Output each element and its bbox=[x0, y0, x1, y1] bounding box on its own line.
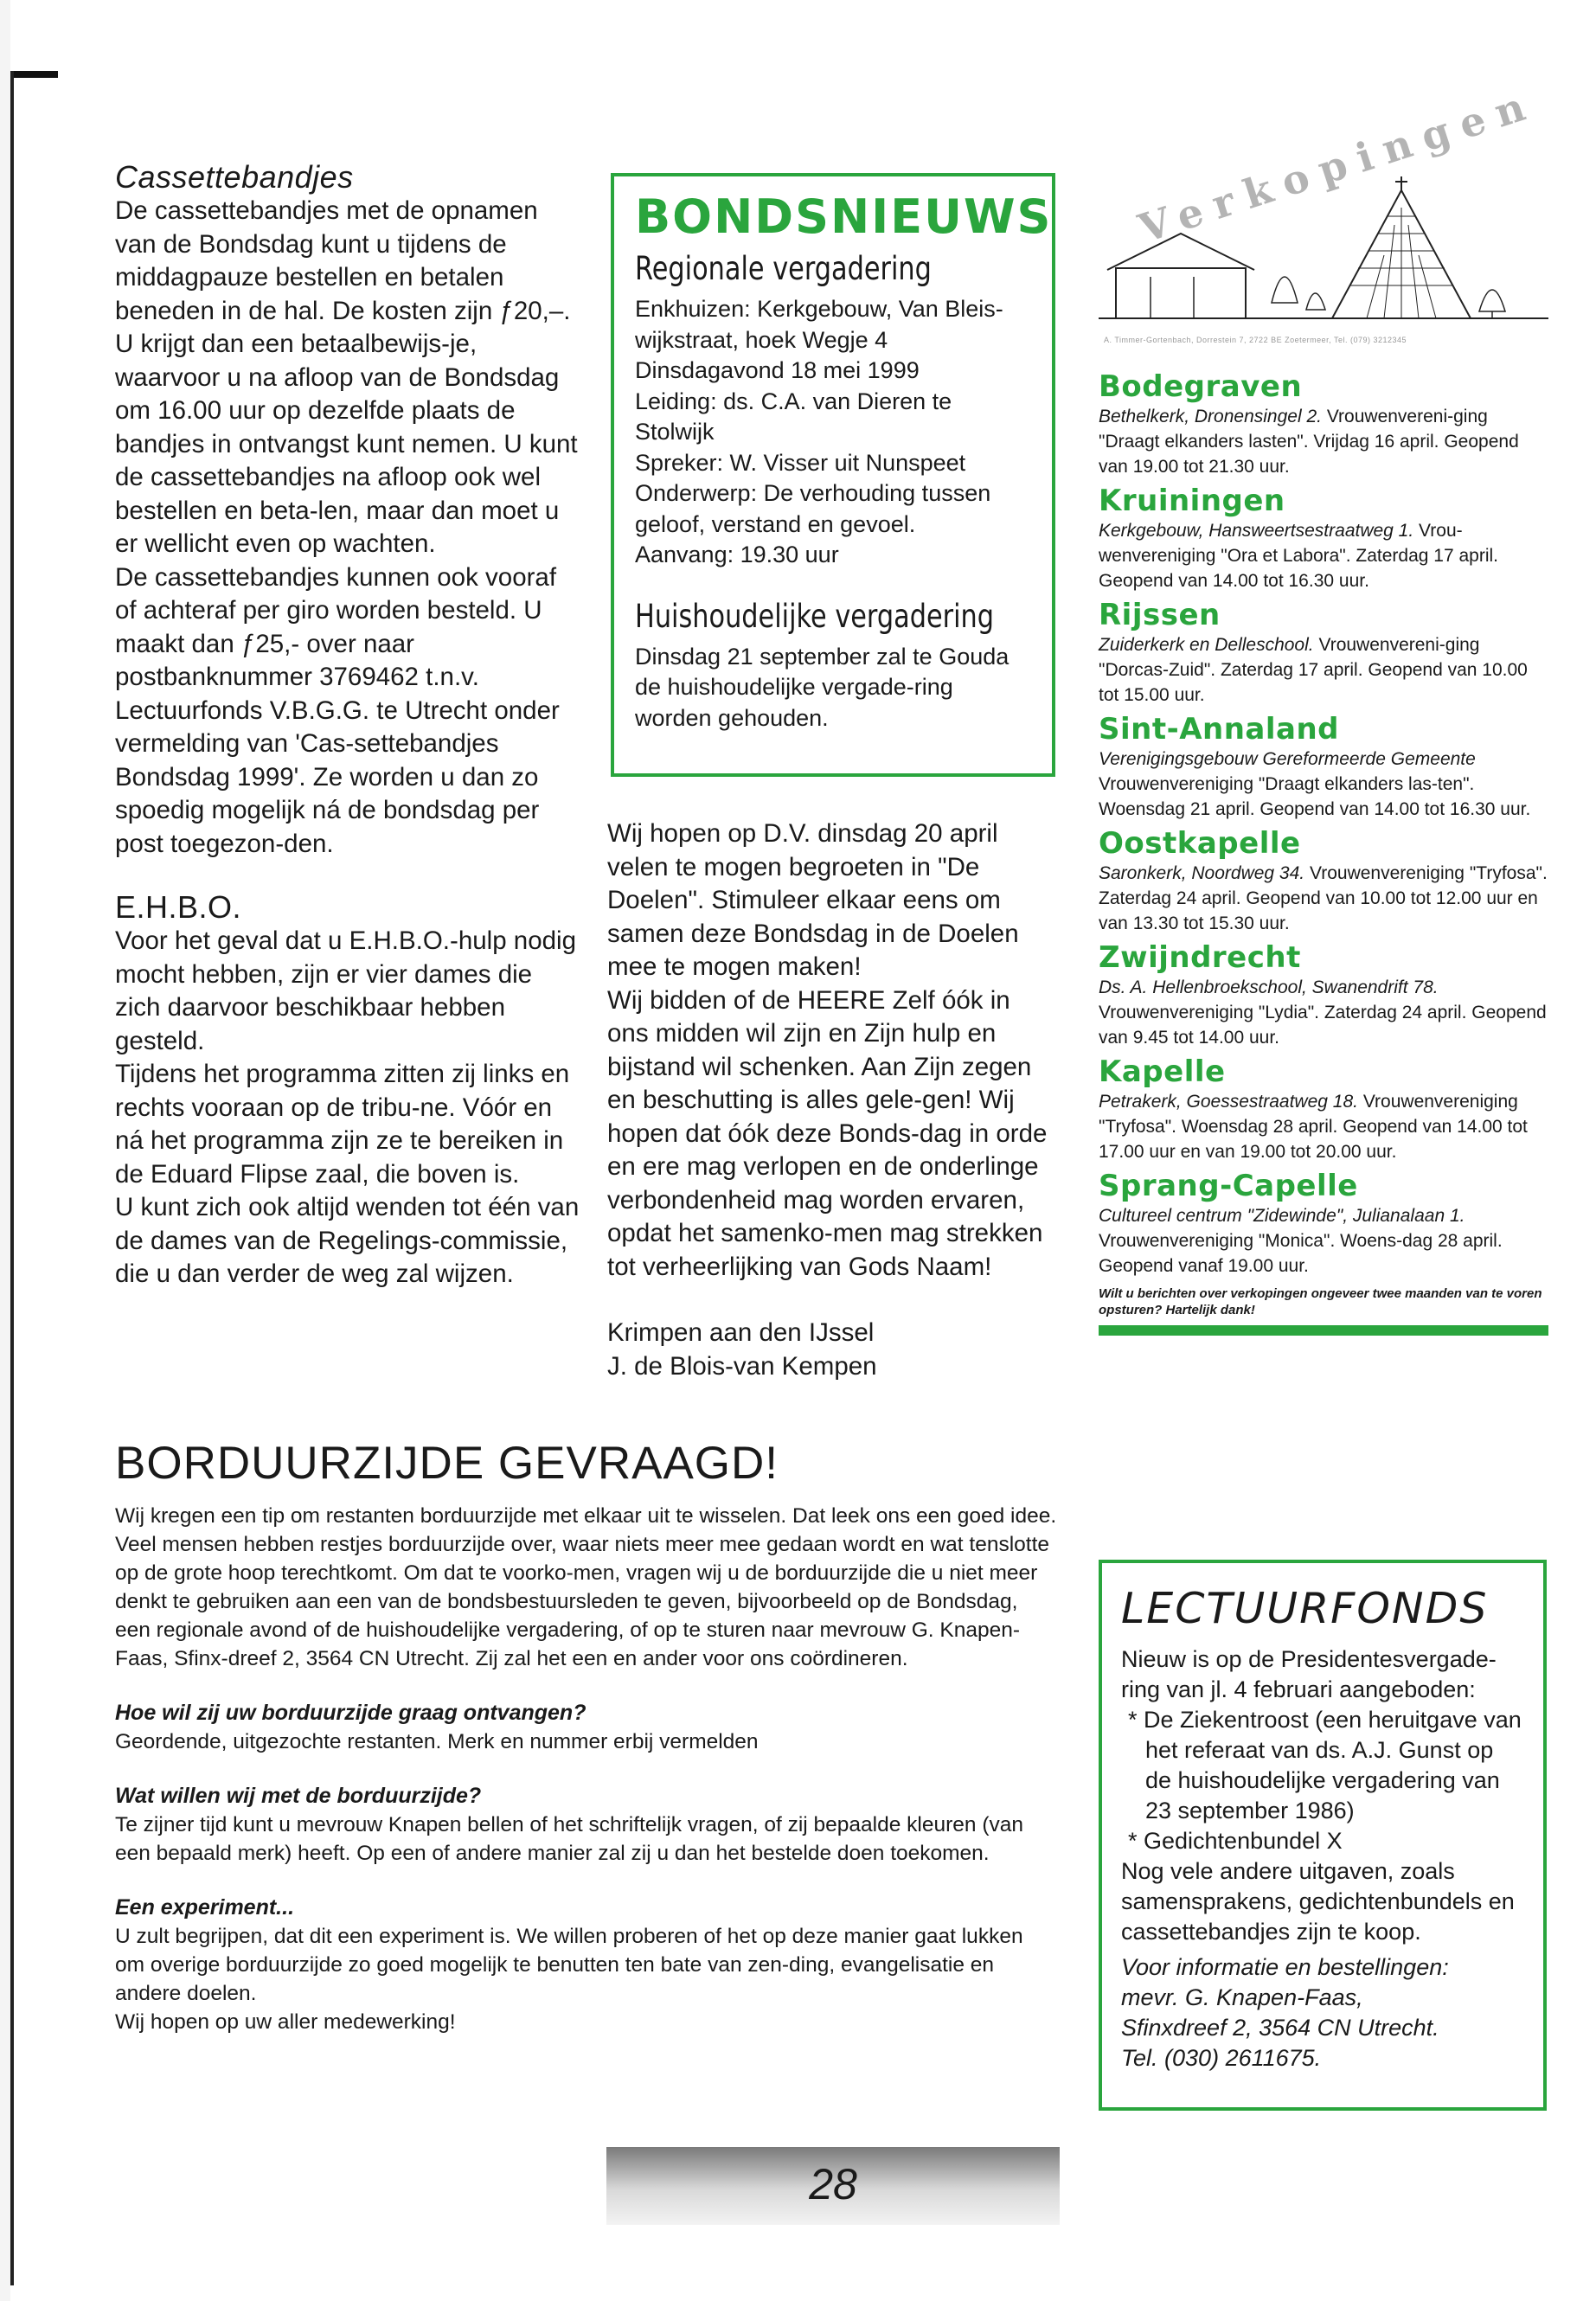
regional-line: Enkhuizen: Kerkgebouw, Van Bleis-wijkstraat, hoek Wegje 4 bbox=[635, 296, 1003, 353]
lectuurfonds-intro: Nieuw is op de Presidentesvergade-ring van jl. 4 februari aangeboden: bbox=[1121, 1646, 1497, 1702]
sale-place: Sint-Annaland bbox=[1099, 712, 1340, 747]
ehbo-paragraph-3: U kunt zich ook altijd wenden tot één van de dames van de Regelings-commissie, die u dan verder de weg zal wijzen. bbox=[115, 1193, 580, 1288]
lectuurfonds-info-line: Sfinxdreef 2, 3564 CN Utrecht. bbox=[1121, 2015, 1439, 2041]
sale-details: Kerkgebouw, Hansweertsestraatweg 1. Vrou-wenvereniging "Ora et Labora". Zaterdag 17 april. Geopend van 14.00 tot 16.30 uur. bbox=[1099, 521, 1499, 591]
borduurzijde-intro: Wij kregen een tip om restanten borduurzijde met elkaar uit te wisselen. Dat leek ons een goed idee. Veel mensen hebben restjes borduurzijde over, waar niets meer mee gedaan wordt en wat tenslotte op de grote hoop terechtkomt. Om dat te voorko-men, vragen wij u de borduurzijde die u niet meer denkt te gebruiken aan een van de bondsbestuursleden te geven, bijvoorbeeld op de Bondsdag, een regionale avond of de huishoudelijke vergadering, of op te sturen naar mevrouw G. Knapen-Faas, Sfinx-dreef 2, 3564 CN Utrecht. Zij zal het een en ander voor ons coördineren. bbox=[115, 1504, 1057, 1670]
sale-place: Rijssen bbox=[1099, 598, 1221, 632]
lectuurfonds-title: LECTUURFONDS bbox=[1121, 1584, 1489, 1633]
cassette-paragraph-2: De cassettebandjes kunnen ook vooraf of achteraf per giro worden besteld. U maakt dan ƒ25,- over naar postbanknummer 3769462 t.n.v. Lectuurfonds V.B.G.G. te Utrecht onder vermelding van 'Cas-settebandjes Bondsdag 1999'. Ze worden u dan zo spoedig mogelijk ná de bondsdag per post toegezon-den. bbox=[115, 562, 560, 858]
scan-mark bbox=[10, 71, 58, 78]
borduurzijde-question-3: Een experiment... bbox=[115, 1895, 295, 1920]
cassette-paragraph-1: De cassettebandjes met de opnamen van de Bondsdag kunt u tijdens de middagpauze bestellen en betalen beneden in de hal. De kosten zijn ƒ20,–. U krijgt dan een betaalbewijs-je, waarvoor u na afloop van de Bondsdag om 16.00 uur op dezelfde plaats de bandjes in ontvangst kunt nemen. U kunt de cassettebandjes na afloop ook wel bestellen en beta-len, maar dan moet u er wellicht even op wachten. bbox=[115, 196, 578, 558]
sale-place: Kapelle bbox=[1099, 1054, 1226, 1089]
regional-line: Dinsdagavond 18 mei 1999 bbox=[635, 357, 920, 383]
signature-place: Krimpen aan den IJssel bbox=[607, 1318, 875, 1347]
regional-meeting-heading: Regionale vergadering bbox=[635, 250, 932, 287]
left-column bbox=[115, 160, 582, 1292]
list-item: * Gedichtenbundel X bbox=[1128, 1828, 1343, 1854]
borduurzijde-answer-1: Geordende, uitgezochte restanten. Merk en nummer erbij vermelden bbox=[115, 1730, 759, 1753]
signature-name: J. de Blois-van Kempen bbox=[607, 1351, 877, 1381]
sale-details: Ds. A. Hellenbroekschool, Swanendrift 78. Vrouwenvereniging "Lydia". Zaterdag 24 april. Geopend van 9.45 tot 14.00 uur. bbox=[1099, 977, 1547, 1048]
bondsdag-paragraph-2: Wij bidden of de HEERE Zelf óók in ons midden wil zijn en Zijn hulp en bijstand wil schenken. Aan Zijn zegen en beschutting is alles gele-gen! Wij hopen dat óók deze Bonds-dag in orde en ere mag verlopen en de onderlinge verbondenheid mag worden ervaren, opdat het samenko-men mag strekken tot verheerlijking van Gods Naam! bbox=[607, 985, 1048, 1281]
borduurzijde-answer-3: U zult begrijpen, dat dit een experiment is. We willen proberen of het op deze manier gaat lukken om overige borduurzijde zo goed mogelijk te benutten ten bate van zen-ding, evangelisatie en andere doelen. bbox=[115, 1925, 1023, 2005]
regional-line: Aanvang: 19.30 uur bbox=[635, 542, 839, 567]
sale-details: Zuiderkerk en Delleschool. Vrouwenvereni-ging "Dorcas-Zuid". Zaterdag 17 april. Geopend van 10.00 tot 15.00 uur. bbox=[1099, 635, 1528, 705]
verkopingen-logo-text: Verkopingen bbox=[1133, 79, 1542, 253]
bondsnieuws-title: BONDSNIEUWS bbox=[635, 189, 1053, 244]
scan-edge bbox=[0, 0, 10, 2301]
ehbo-heading: E.H.B.O. bbox=[115, 889, 242, 925]
sale-place: Sprang-Capelle bbox=[1099, 1169, 1358, 1203]
green-divider bbox=[1099, 1325, 1548, 1336]
borduurzijde-closing: Wij hopen op uw aller medewerking! bbox=[115, 2010, 456, 2034]
sale-details: Saronkerk, Noordweg 34. Vrouwenvereniging "Tryfosa". Zaterdag 24 april. Geopend van 10.00 tot 12.00 uur en van 13.30 tot 15.30 uur. bbox=[1099, 863, 1548, 933]
sale-note: Wilt u berichten over verkopingen ongeveer twee maanden van te voren opsturen? Hartelijk dank! bbox=[1099, 1286, 1542, 1317]
borduurzijde-answer-2: Te zijner tijd kunt u mevrouw Knapen bellen of het schriftelijk vragen, of zij bepaalde kleuren (van een bepaald merk) heeft. Op een of andere manier zal zij u dan het bestelde doen toekomen. bbox=[115, 1813, 1023, 1865]
page-number-bar bbox=[606, 2147, 1060, 2225]
lectuurfonds-info-line: mevr. G. Knapen-Faas, bbox=[1121, 1984, 1363, 2010]
verkopingen-address: A. Timmer-Gortenbach, Dorrestein 7, 2722 BE Zoetermeer, Tel. (079) 3212345 bbox=[1104, 336, 1407, 344]
lectuurfonds-list bbox=[1121, 1705, 1524, 1856]
sale-list bbox=[1099, 369, 1548, 1336]
lectuurfonds-box bbox=[1099, 1560, 1547, 2111]
bondsdag-paragraph-1: Wij hopen op D.V. dinsdag 20 april velen te mogen begroeten in "De Doelen". Stimuleer elkaar eens om samen deze Bondsdag in de Doelen mee te mogen maken! bbox=[607, 819, 1019, 981]
borduurzijde-question-2: Wat willen wij met de borduurzijde? bbox=[115, 1784, 482, 1808]
middle-column bbox=[607, 817, 1057, 1383]
sale-details: Cultureel centrum "Zidewinde", Julianalaan 1. Vrouwenvereniging "Monica". Woens-dag 28 april. Geopend vanaf 19.00 uur. bbox=[1099, 1206, 1503, 1276]
sale-details: Verenigingsgebouw Gereformeerde Gemeente Vrouwenvereniging "Draagt elkanders las-ten". Woensdag 21 april. Geopend van 14.00 tot 16.30 uur. bbox=[1099, 749, 1531, 819]
regional-line: Onderwerp: De verhouding tussen geloof, verstand en gevoel. bbox=[635, 480, 991, 537]
household-meeting-text: Dinsdag 21 september zal te Gouda de huishoudelijke vergade-ring worden gehouden. bbox=[635, 643, 1010, 731]
sale-place: Kruiningen bbox=[1099, 484, 1285, 518]
ehbo-paragraph-2: Tijdens het programma zitten zij links en rechts vooraan op de tribu-ne. Vóór en ná het programma zijn ze te bereiken in de Eduard Flipse zaal, die boven is. bbox=[115, 1060, 570, 1189]
borduurzijde-title: BORDUURZIJDE GEVRAAGD! bbox=[115, 1438, 779, 1489]
sale-place: Zwijndrecht bbox=[1099, 940, 1301, 975]
sale-place: Oostkapelle bbox=[1099, 826, 1301, 861]
sale-place: Bodegraven bbox=[1099, 369, 1303, 404]
cassette-heading: Cassettebandjes bbox=[115, 159, 354, 195]
borduurzijde-question-1: Hoe wil zij uw borduurzijde graag ontvangen? bbox=[115, 1701, 586, 1725]
lectuurfonds-info-line: Voor informatie en bestellingen: bbox=[1121, 1954, 1449, 1980]
lectuurfonds-more: Nog vele andere uitgaven, zoals samensprakens, gedichtenbundels en cassettebandjes zijn te koop. bbox=[1121, 1858, 1515, 1945]
verkopingen-logo bbox=[1099, 79, 1548, 350]
lectuurfonds-info-line: Tel. (030) 2611675. bbox=[1121, 2045, 1322, 2071]
bondsnieuws-box bbox=[611, 173, 1055, 777]
list-item: * De Ziekentroost (een heruitgave van het referaat van ds. A.J. Gunst op de huishoudelijke vergadering van 23 september 1986) bbox=[1128, 1707, 1522, 1823]
page-number: 28 bbox=[809, 2160, 857, 2208]
borduurzijde-article bbox=[115, 1436, 1058, 2036]
sale-details: Bethelkerk, Dronensingel 2. Vrouwenvereni-ging "Draagt elkanders lasten". Vrijdag 16 april. Geopend van 19.00 tot 21.30 uur. bbox=[1099, 407, 1519, 477]
ehbo-paragraph-1: Voor het geval dat u E.H.B.O.-hulp nodig mocht hebben, zijn er vier dames die zich daarvoor beschikbaar hebben gesteld. bbox=[115, 926, 576, 1055]
regional-line: Leiding: ds. C.A. van Dieren te Stolwijk bbox=[635, 388, 952, 445]
scan-border bbox=[10, 71, 14, 2285]
regional-line: Spreker: W. Visser uit Nunspeet bbox=[635, 449, 966, 476]
verkopingen-column bbox=[1099, 79, 1548, 1336]
household-meeting-heading: Huishoudelijke vergadering bbox=[635, 597, 995, 635]
sale-details: Petrakerk, Goessestraatweg 18. Vrouwenvereniging "Tryfosa". Woensdag 28 april. Geopend van 14.00 tot 17.00 uur en van 19.00 tot 20.00 uur. bbox=[1099, 1092, 1528, 1162]
